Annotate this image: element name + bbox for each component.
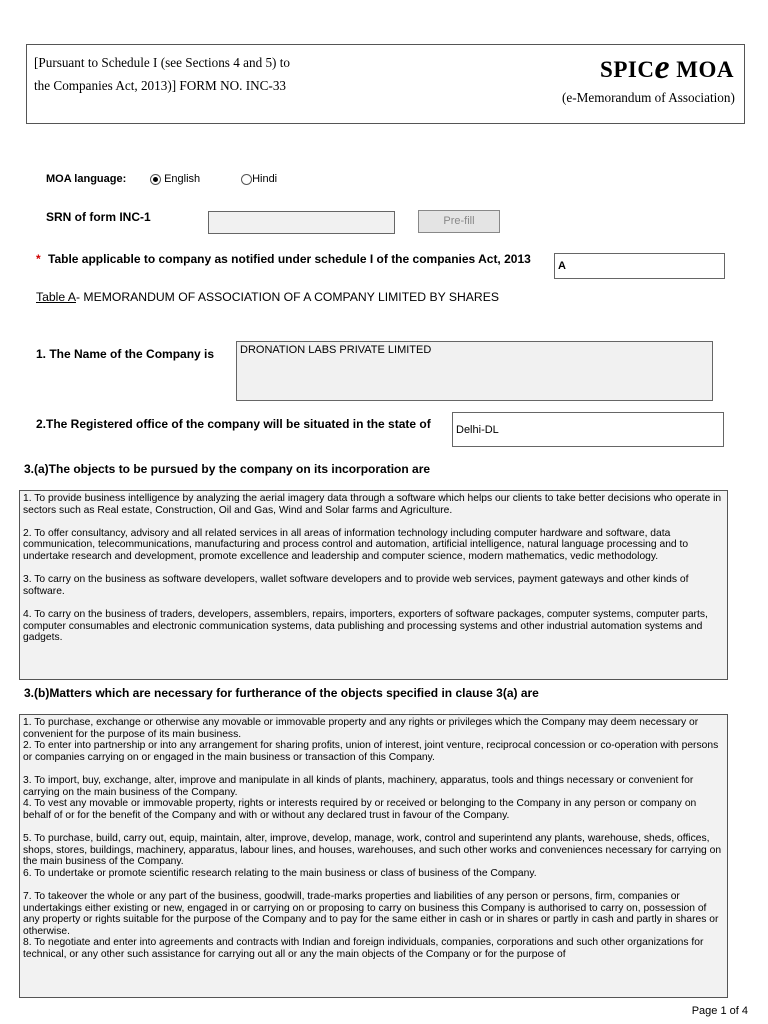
page-number: Page 1 of 4 (691, 1005, 748, 1017)
header-line-1: [Pursuant to Schedule I (see Sections 4 and 5) to (34, 55, 291, 70)
matters-heading: 3.(b)Matters which are necessary for furtherance of the objects specified in clause 3(a) are (24, 686, 539, 700)
table-applicable-field[interactable]: A (554, 253, 725, 279)
objects-item-3: 3. To carry on the business as software developers, wallet software developers and to provide web services, payment gateways and other kinds of software. (23, 574, 689, 597)
radio-hindi[interactable] (241, 173, 277, 185)
matters-textarea[interactable] (19, 714, 728, 998)
table-applicable-row (36, 252, 531, 266)
table-applicable-label: Table applicable to company as notified under schedule I of the companies Act, 2013 (48, 252, 531, 266)
radio-english-button[interactable] (150, 174, 161, 185)
table-a-title-text: - MEMORANDUM OF ASSOCIATION OF A COMPANY LIMITED BY SHARES (75, 290, 499, 304)
matters-item-2: 2. To enter into partnership or into any arrangement for sharing profits, union of interest, joint venture, reciprocal concession or co-operation with persons or companies carrying on or engaged in the main business or transaction of this Company. (23, 740, 719, 763)
registered-office-label: 2.The Registered office of the company will be situated in the state of (36, 417, 431, 431)
moa-language-label: MOA language: (46, 173, 127, 185)
registered-office-field[interactable]: Delhi-DL (452, 412, 724, 447)
company-name-field[interactable]: DRONATION LABS PRIVATE LIMITED (236, 341, 713, 401)
table-a-link[interactable]: Table A (36, 290, 76, 304)
company-name-label: 1. The Name of the Company is (36, 347, 215, 361)
radio-english-label: English (164, 173, 201, 185)
header-subtitle: (e-Memorandum of Association) (562, 90, 735, 105)
matters-item-6: 6. To undertake or promote scientific research relating to the main business or class of business of the Company. (23, 867, 537, 879)
objects-item-4: 4. To carry on the business of traders, developers, assemblers, repairs, importers, exporters of software packages, computer systems, computer parts, computer consumables and electronic communication systems, data publishing and processing systems and other industrial automation systems and gadgets. (23, 608, 708, 644)
objects-textarea[interactable] (19, 490, 728, 680)
prefill-button[interactable]: Pre-fill (418, 210, 500, 233)
radio-hindi-label: Hindi (252, 173, 278, 185)
srn-label: SRN of form INC-1 (46, 210, 151, 224)
matters-item-1: 1. To purchase, exchange or otherwise any movable or immovable property and any rights or privileges which the Company may deem necessary or convenient for the purpose of its main business. (23, 717, 699, 740)
srn-input[interactable] (208, 211, 395, 234)
radio-hindi-button[interactable] (241, 174, 252, 185)
radio-english[interactable] (150, 173, 200, 185)
objects-item-2: 2. To offer consultancy, advisory and all related services in all areas of information technology including computer hardware and software, data communication, telecommunications, manufacturing and process control and automation, artificial intelligence, natural language processing and to undertake research and development, promote excellence and leadership and computer science, modern mathematics, vedic methodology. (23, 527, 689, 562)
matters-item-8: 8. To negotiate and enter into agreements and contracts with Indian and foreign individuals, companies, corporations and such other organizations for technical, or any other such assistance for carrying out all or any the main objects of the Company or for the purpose of (23, 937, 704, 960)
matters-item-5: 5. To purchase, build, carry out, equip, maintain, alter, improve, develop, manage, work, control and superintend any plants, warehouse, sheds, offices, shops, stores, buildings, machinery, apparatus, labour lines, and houses, warehouses, and such other works and conveniences necessary for carrying on the main business of the Company. (23, 832, 722, 868)
matters-item-7: 7. To takeover the whole or any part of the business, goodwill, trade-marks properties and liabilities of any person or persons, firm, companies or undertakings either existing or new, engaged in or carrying on or proposing to carry on business this Company is authorised to carry on, possession of any property or rights suitable for the purpose of the Company and to pay for the same either in cash or in shares or partly in cash and partly in shares or otherwise. (23, 890, 719, 937)
matters-item-3: 3. To import, buy, exchange, alter, improve and manipulate in all kinds of plants, machinery, apparatus, tools and things necessary or convenient for carrying on the main business of the Company. (23, 774, 694, 798)
objects-heading: 3.(a)The objects to be pursued by the company on its incorporation are (24, 462, 431, 476)
required-mark: * (36, 252, 41, 266)
header-line-2: the Companies Act, 2013)] FORM NO. INC-33 (34, 78, 287, 93)
objects-item-1: 1. To provide business intelligence by analyzing the aerial imagery data through a software which helps our clients to take better decisions who operate in sectors such as Real estate, Construction, Oil and Gas, Wind and Solar farms and Agriculture. (23, 493, 722, 516)
table-a-title (36, 290, 499, 304)
matters-item-4: 4. To vest any movable or immovable property, rights or interests required by or received or belonging to the Company in any person or company on behalf of or for the benefit of the Company and with or without any declared trust in favour of the Company. (23, 798, 697, 821)
spice-moa-logo: SPICe MOA (600, 49, 734, 86)
